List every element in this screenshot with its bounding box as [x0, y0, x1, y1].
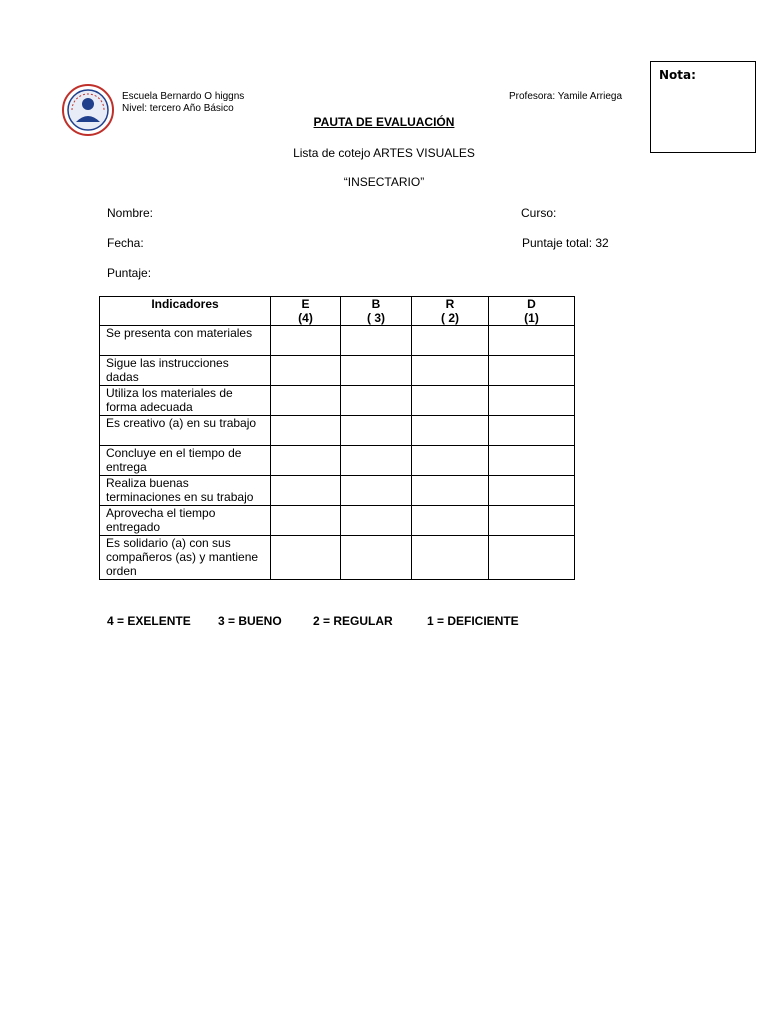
header-r: R ( 2) [412, 297, 489, 326]
table-row [100, 446, 575, 476]
score-cell-d[interactable] [489, 386, 575, 416]
score-cell-d[interactable] [489, 416, 575, 446]
score-cell-b[interactable] [341, 536, 412, 580]
table-row [100, 506, 575, 536]
score-cell-r[interactable] [412, 446, 489, 476]
score-cell-e[interactable] [271, 536, 341, 580]
score-cell-e[interactable] [271, 506, 341, 536]
scale-bueno: 3 = BUENO [218, 614, 282, 628]
score-cell-r[interactable] [412, 506, 489, 536]
score-cell-d[interactable] [489, 326, 575, 356]
indicator-cell: Es solidario (a) con sus compañeros (as) y mantiene orden [100, 536, 271, 580]
score-cell-r[interactable] [412, 356, 489, 386]
nota-label: Nota: [659, 68, 696, 82]
score-cell-r[interactable] [412, 536, 489, 580]
table-row [100, 416, 575, 446]
scale-deficiente: 1 = DEFICIENTE [427, 614, 519, 628]
table-header-row [100, 297, 575, 326]
fecha-field-label: Fecha: [107, 236, 144, 250]
page-title: PAUTA DE EVALUACIÓN [313, 115, 455, 129]
table-row [100, 476, 575, 506]
score-cell-r[interactable] [412, 416, 489, 446]
score-cell-b[interactable] [341, 356, 412, 386]
school-name: Escuela Bernardo O higgns [122, 91, 245, 102]
table-row [100, 326, 575, 356]
curso-field-label: Curso: [521, 206, 557, 220]
score-cell-e[interactable] [271, 446, 341, 476]
score-cell-b[interactable] [341, 386, 412, 416]
indicator-cell: Concluye en el tiempo de entrega [100, 446, 271, 476]
teacher-name: Profesora: Yamile Arriega [509, 91, 623, 102]
score-cell-e[interactable] [271, 386, 341, 416]
score-cell-b[interactable] [341, 476, 412, 506]
header-indicadores: Indicadores [100, 297, 271, 326]
table-row [100, 356, 575, 386]
indicator-cell: Aprovecha el tiempo entregado [100, 506, 271, 536]
score-cell-e[interactable] [271, 356, 341, 386]
score-cell-d[interactable] [489, 476, 575, 506]
rubric-table [99, 296, 575, 580]
score-cell-d[interactable] [489, 506, 575, 536]
scale-excelente: 4 = EXELENTE [107, 614, 191, 628]
header-d: D (1) [489, 297, 575, 326]
score-cell-e[interactable] [271, 416, 341, 446]
puntaje-total-label: Puntaje total: 32 [522, 236, 609, 250]
indicator-cell: Es creativo (a) en su trabajo [100, 416, 271, 446]
indicator-cell: Se presenta con materiales [100, 326, 271, 356]
header-e: E (4) [271, 297, 341, 326]
indicator-cell: Sigue las instrucciones dadas [100, 356, 271, 386]
score-cell-e[interactable] [271, 476, 341, 506]
score-cell-b[interactable] [341, 326, 412, 356]
score-cell-e[interactable] [271, 326, 341, 356]
score-cell-r[interactable] [412, 476, 489, 506]
score-cell-b[interactable] [341, 446, 412, 476]
score-cell-d[interactable] [489, 446, 575, 476]
score-cell-r[interactable] [412, 386, 489, 416]
score-cell-d[interactable] [489, 536, 575, 580]
score-cell-r[interactable] [412, 326, 489, 356]
nombre-field-label: Nombre: [107, 206, 154, 220]
subtitle: Lista de cotejo ARTES VISUALES [293, 146, 475, 160]
score-cell-b[interactable] [341, 506, 412, 536]
header-b: B ( 3) [341, 297, 412, 326]
puntaje-field-label: Puntaje: [107, 266, 152, 280]
project-name: “INSECTARIO” [343, 175, 425, 189]
level-text: Nivel: tercero Año Básico [122, 103, 234, 114]
indicator-cell: Realiza buenas terminaciones en su trabajo [100, 476, 271, 506]
table-row [100, 536, 575, 580]
score-cell-b[interactable] [341, 416, 412, 446]
table-row [100, 386, 575, 416]
scale-regular: 2 = REGULAR [313, 614, 393, 628]
indicator-cell: Utiliza los materiales de forma adecuada [100, 386, 271, 416]
score-cell-d[interactable] [489, 356, 575, 386]
nota-box [650, 61, 756, 153]
